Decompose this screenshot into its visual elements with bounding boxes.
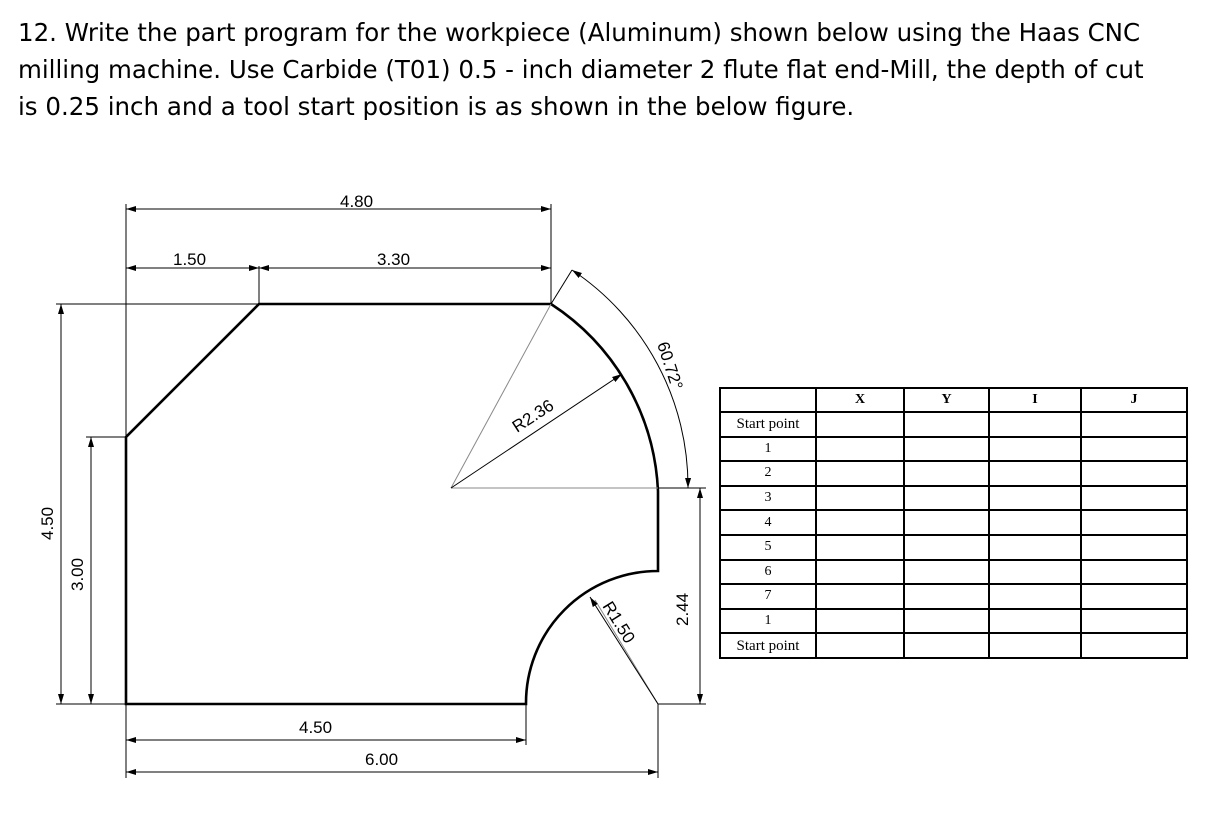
table-row bbox=[720, 584, 1187, 609]
dim-arc-angle: 60.72° bbox=[653, 339, 687, 393]
cell-i[interactable] bbox=[989, 437, 1081, 462]
row-label: 6 bbox=[720, 560, 816, 585]
dim-small-radius: R1.50 bbox=[598, 598, 639, 647]
cell-j[interactable] bbox=[1081, 535, 1187, 560]
row-label: 3 bbox=[720, 486, 816, 511]
cell-y[interactable] bbox=[904, 510, 989, 535]
cell-i[interactable] bbox=[989, 609, 1081, 634]
dim-top-overall: 4.80 bbox=[340, 192, 374, 211]
row-label: 7 bbox=[720, 584, 816, 609]
question-line-1: 12. Write the part program for the workpiece (Aluminum) shown below using the Haas CNC bbox=[18, 18, 1141, 47]
table-row bbox=[720, 633, 1187, 658]
table-row bbox=[720, 535, 1187, 560]
cell-y[interactable] bbox=[904, 633, 989, 658]
large-radius-leader bbox=[451, 374, 622, 488]
cell-x[interactable] bbox=[816, 584, 904, 609]
cell-j[interactable] bbox=[1081, 412, 1187, 437]
table-row bbox=[720, 437, 1187, 462]
cell-x[interactable] bbox=[816, 437, 904, 462]
row-label: 5 bbox=[720, 535, 816, 560]
cell-y[interactable] bbox=[904, 412, 989, 437]
cell-j[interactable] bbox=[1081, 437, 1187, 462]
cell-j[interactable] bbox=[1081, 584, 1187, 609]
cell-i[interactable] bbox=[989, 486, 1081, 511]
cell-j[interactable] bbox=[1081, 486, 1187, 511]
cell-y[interactable] bbox=[904, 535, 989, 560]
dim-bottom-inner: 4.50 bbox=[299, 718, 333, 737]
extension-lines bbox=[56, 204, 706, 778]
cell-j[interactable] bbox=[1081, 510, 1187, 535]
cell-x[interactable] bbox=[816, 535, 904, 560]
construction-lines bbox=[451, 304, 658, 704]
header-y: Y bbox=[904, 388, 989, 412]
workpiece-outline bbox=[126, 304, 658, 704]
cell-y[interactable] bbox=[904, 609, 989, 634]
question-line-2: milling machine. Use Carbide (T01) 0.5 - inch diameter 2 flute flat end-Mill, the depth of cut bbox=[18, 55, 1144, 84]
cell-i[interactable] bbox=[989, 633, 1081, 658]
cell-x[interactable] bbox=[816, 633, 904, 658]
dim-right-height: 2.44 bbox=[673, 592, 692, 626]
cell-j[interactable] bbox=[1081, 633, 1187, 658]
cell-i[interactable] bbox=[989, 560, 1081, 585]
cell-i[interactable] bbox=[989, 510, 1081, 535]
cell-i[interactable] bbox=[989, 461, 1081, 486]
table-row bbox=[720, 461, 1187, 486]
header-x: X bbox=[816, 388, 904, 412]
table-row bbox=[720, 560, 1187, 585]
row-label: 1 bbox=[720, 609, 816, 634]
cell-x[interactable] bbox=[816, 486, 904, 511]
dim-top-right: 3.30 bbox=[377, 250, 411, 269]
cell-y[interactable] bbox=[904, 486, 989, 511]
table-row bbox=[720, 486, 1187, 511]
cell-x[interactable] bbox=[816, 560, 904, 585]
cell-y[interactable] bbox=[904, 584, 989, 609]
row-label: 2 bbox=[720, 461, 816, 486]
cell-x[interactable] bbox=[816, 461, 904, 486]
cell-x[interactable] bbox=[816, 609, 904, 634]
row-label: Start point bbox=[720, 633, 816, 658]
header-j: J bbox=[1081, 388, 1187, 412]
table-header-row bbox=[720, 388, 1187, 412]
cell-y[interactable] bbox=[904, 560, 989, 585]
cell-x[interactable] bbox=[816, 510, 904, 535]
dim-large-radius: R2.36 bbox=[508, 395, 558, 437]
cell-y[interactable] bbox=[904, 461, 989, 486]
dim-bottom-overall: 6.00 bbox=[365, 750, 399, 769]
table-row bbox=[720, 510, 1187, 535]
table-row bbox=[720, 609, 1187, 634]
cell-j[interactable] bbox=[1081, 461, 1187, 486]
cell-i[interactable] bbox=[989, 412, 1081, 437]
coordinates-table bbox=[719, 387, 1188, 659]
cell-i[interactable] bbox=[989, 535, 1081, 560]
dim-left-outer: 4.50 bbox=[38, 506, 57, 540]
table-row bbox=[720, 412, 1187, 437]
cell-j[interactable] bbox=[1081, 609, 1187, 634]
row-label: 4 bbox=[720, 510, 816, 535]
dim-top-left: 1.50 bbox=[173, 250, 207, 269]
row-label: Start point bbox=[720, 412, 816, 437]
cell-i[interactable] bbox=[989, 584, 1081, 609]
cell-j[interactable] bbox=[1081, 560, 1187, 585]
question-line-3: is 0.25 inch and a tool start position is as shown in the below figure. bbox=[18, 92, 855, 121]
cell-y[interactable] bbox=[904, 437, 989, 462]
header-i: I bbox=[989, 388, 1081, 412]
dimension-lines bbox=[61, 209, 700, 772]
dim-left-inner: 3.00 bbox=[68, 557, 87, 591]
cell-x[interactable] bbox=[816, 412, 904, 437]
row-label: 1 bbox=[720, 437, 816, 462]
header-blank bbox=[720, 388, 816, 412]
